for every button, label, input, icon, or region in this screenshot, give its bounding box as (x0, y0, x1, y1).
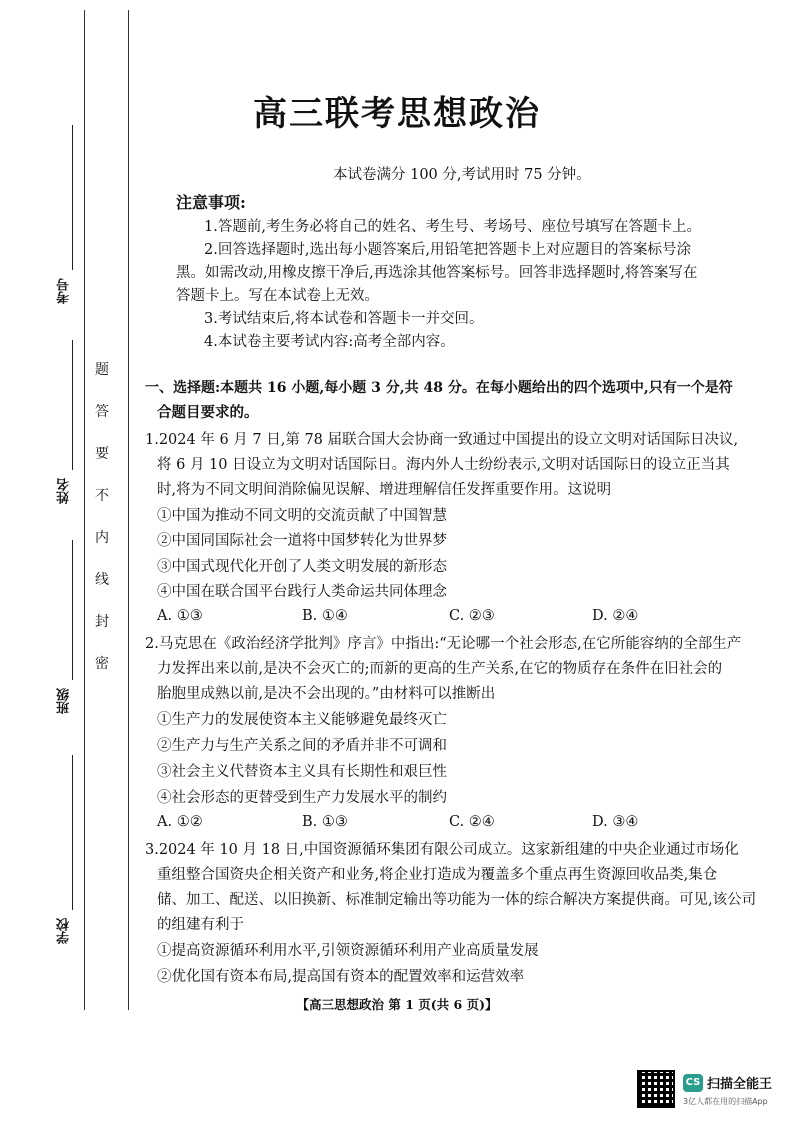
q1-item: ①中国为推动不同文明的交流贡献了中国智慧 (157, 508, 447, 524)
q1-item: ②中国同国际社会一道将中国梦转化为世界梦 (157, 533, 447, 549)
section-heading-cont: 合题目要求的。 (157, 404, 259, 421)
q2-item: ③社会主义代替资本主义具有长期性和艰巨性 (157, 764, 447, 780)
q2-item: ①生产力的发展使资本主义能够避免最终灭亡 (157, 712, 447, 728)
notice-line: 黑。如需改动,用橡皮擦干净后,再选涂其他答案标号。回答非选择题时,将答案写在 (176, 265, 698, 281)
q1-option-b[interactable]: B. ①④ (302, 608, 348, 624)
notice-line: 4.本试卷主要考试内容:高考全部内容。 (204, 334, 455, 350)
field-name: 姓名 (57, 478, 72, 504)
q2-option-c[interactable]: C. ②④ (449, 814, 495, 830)
notice-line: 答题卡上。写在本试卷上无效。 (176, 288, 379, 304)
q3-stem: 重组整合国资央企相关资产和业务,将企业打造成为覆盖多个重点再生资源回收品类,集仓 (157, 867, 718, 883)
notice-line: 1.答题前,考生务必将自己的姓名、考生号、考场号、座位号填写在答题卡上。 (204, 219, 701, 235)
q3-item: ②优化国有资本布局,提高国有资本的配置效率和运营效率 (157, 969, 525, 985)
notice-line: 2.回答选择题时,选出每小题答案后,用铅笔把答题卡上对应题目的答案标号涂 (204, 242, 692, 258)
camscanner-tagline: 3亿人都在用的扫描App (683, 1097, 768, 1106)
q3-stem: 3.2024 年 10 月 18 日,中国资源循环集团有限公司成立。这家新组建的中央企业通过市场化 (145, 842, 739, 858)
q2-option-d[interactable]: D. ③④ (592, 814, 639, 830)
field-class-line (72, 540, 73, 680)
seal-char: 不 (95, 488, 109, 504)
q1-item: ④中国在联合国平台践行人类命运共同体理念 (157, 584, 447, 600)
q3-stem: 的组建有利于 (157, 917, 244, 933)
field-exam-number-line (72, 125, 73, 270)
field-school: 学校 (57, 918, 72, 944)
q2-stem: 胎胞里成熟以前,是决不会出现的。”由材料可以推断出 (157, 686, 496, 702)
seal-char: 内 (95, 530, 109, 546)
seal-char: 封 (95, 614, 109, 630)
camscanner-name: 扫描全能王 (707, 1077, 773, 1092)
q2-item: ④社会形态的更替受到生产力发展水平的制约 (157, 790, 447, 806)
seal-char: 题 (95, 362, 109, 378)
field-school-line (72, 755, 73, 910)
q1-option-d[interactable]: D. ②④ (592, 608, 639, 624)
notice-heading: 注意事项: (176, 193, 246, 212)
page-footer: 【高三思想政治 第 1 页(共 6 页)】 (296, 997, 498, 1012)
q1-stem: 时,将为不同文明间消除偏见误解、增进理解信任发挥重要作用。这说明 (157, 482, 612, 498)
field-name-line (72, 340, 73, 470)
field-class: 班级 (57, 688, 72, 714)
q2-option-a[interactable]: A. ①② (157, 814, 203, 830)
seal-warning (92, 360, 112, 696)
seal-char: 密 (95, 656, 109, 672)
binding-line-inner (128, 10, 129, 1010)
exam-subtitle: 本试卷满分 100 分,考试用时 75 分钟。 (333, 167, 591, 183)
page-title: 高三联考思想政治 (253, 94, 541, 134)
field-exam-number: 考号 (57, 278, 72, 304)
q3-stem: 储、加工、配送、以旧换新、标准制定输出等功能为一体的综合解决方案提供商。可见,该公司 (157, 892, 757, 908)
q1-option-a[interactable]: A. ①③ (157, 608, 203, 624)
seal-char: 答 (95, 404, 109, 420)
q1-stem: 将 6 月 10 日设立为文明对话国际日。海内外人士纷纷表示,文明对话国际日的设立正当其 (157, 457, 730, 473)
camscanner-logo-icon: CS (683, 1074, 703, 1092)
seal-char: 要 (95, 446, 109, 462)
q2-stem: 2.马克思在《政治经济学批判》序言》中指出:“无论哪一个社会形态,在它所能容纳的全部生产 (145, 636, 742, 652)
q2-item: ②生产力与生产关系之间的矛盾并非不可调和 (157, 738, 447, 754)
q3-item: ①提高资源循环利用水平,引领资源循环利用产业高质量发展 (157, 943, 539, 959)
q2-stem: 力发挥出来以前,是决不会灭亡的;而新的更高的生产关系,在它的物质存在条件在旧社会的 (157, 661, 723, 677)
section-heading: 一、选择题:本题共 16 小题,每小题 3 分,共 48 分。在每小题给出的四个选项中,只有一个是符 (145, 380, 733, 396)
q1-stem: 1.2024 年 6 月 7 日,第 78 届联合国大会协商一致通过中国提出的设立文明对话国际日决议, (145, 432, 739, 448)
binding-line-outer (84, 10, 85, 1010)
q2-option-b[interactable]: B. ①③ (302, 814, 348, 830)
seal-char: 线 (95, 572, 109, 588)
notice-line: 3.考试结束后,将本试卷和答题卡一并交回。 (204, 311, 484, 327)
qr-code-icon (637, 1070, 675, 1108)
q1-item: ③中国式现代化开创了人类文明发展的新形态 (157, 559, 447, 575)
q1-option-c[interactable]: C. ②③ (449, 608, 495, 624)
